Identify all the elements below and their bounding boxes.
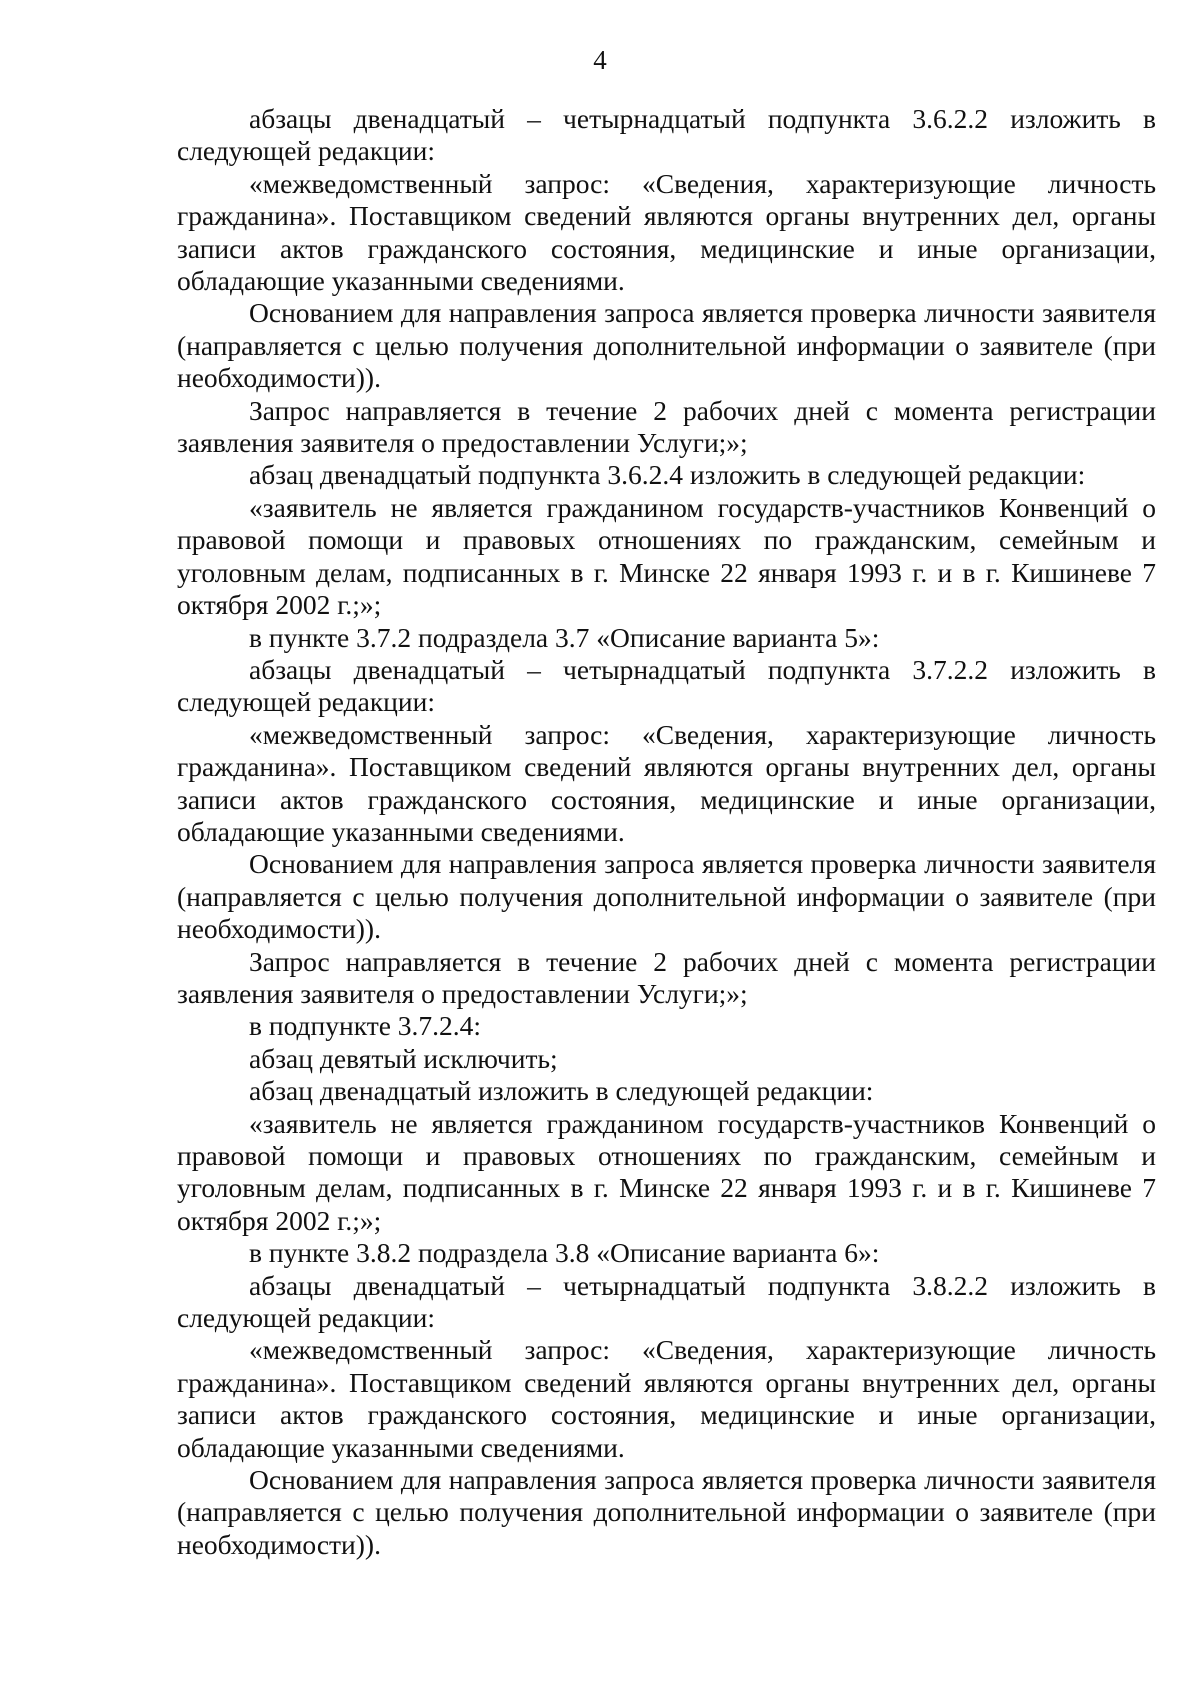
paragraph-14: абзац двенадцатый изложить в следующей редакции: — [249, 1075, 874, 1107]
paragraph-19: Основанием для направления запроса является проверка личности заявителя (направляется с целью получения дополнительной информации о заявителе (при необходимости)). — [177, 1464, 1156, 1560]
paragraph-10: Основанием для направления запроса является проверка личности заявителя (направляется с целью получения дополнительной информации о заявителе (при необходимости)). — [177, 848, 1156, 945]
paragraph-15: «заявитель не является гражданином государств-участников Конвенций о правовой помощи и правовых отношениях по гражданским, семейным и уголовным делам, подписанных в г. Минске 22 января 1993 г. и в г. Кишиневе 7 октября 2002 г.;»; — [177, 1107, 1156, 1236]
paragraph-3: Основанием для направления запроса является проверка личности заявителя (направляется с целью получения дополнительной информации о заявителе (при необходимости)). — [177, 297, 1156, 394]
paragraph-7: в пункте 3.7.2 подраздела 3.7 «Описание варианта 5»: — [249, 621, 880, 653]
paragraph-5: абзац двенадцатый подпункта 3.6.2.4 изложить в следующей редакции: — [249, 459, 1086, 491]
paragraph-17: абзацы двенадцатый – четырнадцатый подпункта 3.8.2.2 изложить в следующей редакции: — [177, 1269, 1156, 1334]
paragraph-1: абзацы двенадцатый – четырнадцатый подпункта 3.6.2.2 изложить в следующей редакции: — [177, 103, 1156, 167]
paragraph-8: абзацы двенадцатый – четырнадцатый подпункта 3.7.2.2 изложить в следующей редакции: — [177, 653, 1156, 718]
paragraph-12: в подпункте 3.7.2.4: — [249, 1010, 482, 1042]
paragraph-16: в пункте 3.8.2 подраздела 3.8 «Описание варианта 6»: — [249, 1237, 880, 1269]
paragraph-13: абзац девятый исключить; — [249, 1042, 558, 1074]
paragraph-6: «заявитель не является гражданином государств-участников Конвенций о правовой помощи и правовых отношениях по гражданским, семейным и уголовным делам, подписанных в г. Минске 22 января 1993 г. и в г. Кишиневе 7 октября 2002 г.;»; — [177, 491, 1156, 621]
document-body — [177, 103, 1156, 1561]
paragraph-4: Запрос направляется в течение 2 рабочих дней с момента регистрации заявления заявителя о предоставлении Услуги;»; — [177, 394, 1156, 459]
paragraph-9: «межведомственный запрос: «Сведения, характеризующие личность гражданина». Поставщиком сведений являются органы внутренних дел, органы записи актов гражданского состояния, медицинские и иные организации, обладающие указанными сведениями. — [177, 718, 1156, 847]
paragraph-2: «межведомственный запрос: «Сведения, характеризующие личность гражданина». Поставщиком сведений являются органы внутренних дел, органы записи актов гражданского состояния, медицинские и иные организации, обладающие указанными сведениями. — [177, 167, 1156, 297]
paragraph-18: «межведомственный запрос: «Сведения, характеризующие личность гражданина». Поставщиком сведений являются органы внутренних дел, органы записи актов гражданского состояния, медицинские и иные организации, обладающие указанными сведениями. — [177, 1334, 1156, 1463]
page-number: 4 — [593, 45, 607, 75]
paragraph-11: Запрос направляется в течение 2 рабочих дней с момента регистрации заявления заявителя о предоставлении Услуги;»; — [177, 945, 1156, 1009]
